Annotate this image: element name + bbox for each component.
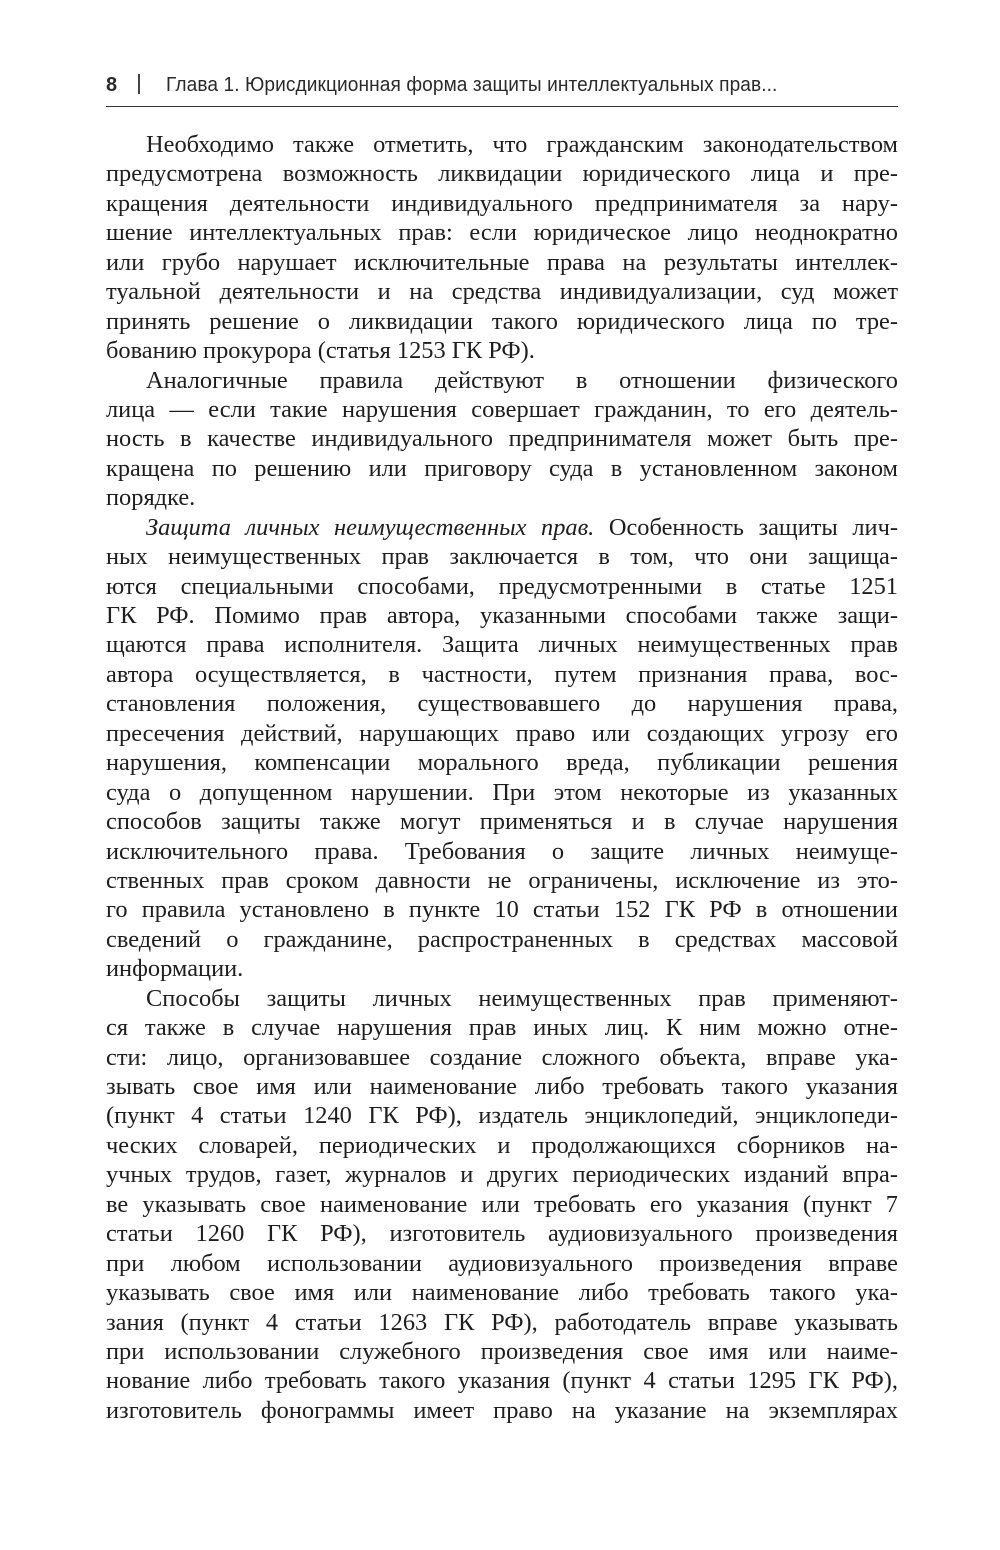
- paragraph: [106, 984, 898, 1426]
- text-line: ность в качестве индивидуального предпринимателя может быть пре-: [106, 425, 898, 453]
- text-line: при использовании служебного произведения свое имя или наиме-: [106, 1337, 898, 1365]
- text-line: становления положения, существовавшего до нарушения права,: [106, 690, 898, 718]
- paragraph: [106, 513, 898, 984]
- text-line: принять решение о ликвидации такого юридического лица по тре-: [106, 307, 898, 335]
- text-line: (пункт 4 статьи 1240 ГК РФ), издатель энциклопедий, энциклопеди-: [106, 1102, 898, 1130]
- text-line: бованию прокурора (статья 1253 ГК РФ).: [106, 337, 535, 365]
- text-line: или грубо нарушает исключительные права на результаты интеллек-: [106, 248, 898, 276]
- text-line: предусмотрена возможность ликвидации юридического лица и пре-: [106, 160, 898, 188]
- text-line: суда о допущенном нарушении. При этом некоторые из указанных: [106, 778, 898, 806]
- text-line: Способы защиты личных неимущественных прав применяют-: [146, 984, 898, 1012]
- text-line: зывать свое имя или наименование либо требовать такого указания: [106, 1073, 898, 1100]
- text-line: изготовитель фонограммы имеет право на указание на экземплярах: [106, 1396, 898, 1424]
- text-line: щаются права исполнителя. Защита личных неимущественных прав: [106, 631, 898, 659]
- page-number: 8: [106, 74, 118, 96]
- text-line: [106, 513, 898, 542]
- text-line: го правила установлено в пункте 10 статьи 152 ГК РФ в отношении: [106, 896, 898, 924]
- text-line: исключительного права. Требования о защите личных неимуще-: [106, 837, 898, 865]
- text-line: Аналогичные правила действуют в отношении физического: [146, 366, 898, 394]
- running-header: [106, 70, 898, 107]
- paragraph: [106, 366, 898, 513]
- text-line: зания (пункт 4 статьи 1263 ГК РФ), работодатель вправе указывать: [106, 1308, 898, 1336]
- text-line: нарушения, компенсации морального вреда, публикации решения: [106, 749, 898, 777]
- text-line: ческих словарей, периодических и продолжающихся сборников на-: [106, 1131, 898, 1159]
- text-line: порядке.: [106, 484, 196, 512]
- chapter-title: Глава 1. Юрисдикционная форма защиты интеллектуальных прав...: [166, 74, 778, 96]
- header-separator: [138, 74, 140, 94]
- text-line: сведений о гражданине, распространенных в средствах массовой: [106, 925, 898, 953]
- body-text: [106, 130, 898, 1425]
- text-line: сти: лицо, организовавшее создание сложного объекта, вправе ука-: [106, 1043, 898, 1071]
- text-line: статьи 1260 ГК РФ), изготовитель аудиовизуального произведения: [106, 1220, 898, 1248]
- italic-run-in-heading: Защита личных неимущественных прав.: [146, 513, 595, 541]
- text-line: способов защиты также могут применяться и в случае нарушения: [106, 808, 898, 836]
- text-line: нование либо требовать такого указания (пункт 4 статьи 1295 ГК РФ),: [106, 1367, 898, 1395]
- text-line: учных трудов, газет, журналов и других периодических изданий впра-: [106, 1161, 898, 1189]
- text-line: туальной деятельности и на средства индивидуализации, суд может: [106, 278, 898, 306]
- text-line: ственных прав сроком давности не ограничены, исключение из это-: [106, 866, 898, 894]
- text-line: пресечения действий, нарушающих право или создающих угрозу его: [106, 719, 898, 747]
- text-line: Необходимо также отметить, что гражданским законодательством: [146, 131, 898, 158]
- text-line: лица — если такие нарушения совершает гражданин, то его деятель-: [106, 395, 898, 423]
- text-line: ся также в случае нарушения прав иных лиц. К ним можно отне-: [106, 1014, 898, 1042]
- text-line: ГК РФ. Помимо прав автора, указанными способами также защи-: [106, 602, 898, 629]
- text-line: при любом использовании аудиовизуального произведения вправе: [106, 1249, 898, 1277]
- text-line: ных неимущественных прав заключается в том, что они защища-: [106, 543, 898, 571]
- text-line: кращения деятельности индивидуального предпринимателя за нару-: [106, 189, 898, 217]
- text-line: ве указывать свое наименование или требовать его указания (пункт 7: [106, 1190, 898, 1218]
- text-line: указывать свое имя или наименование либо требовать такого ука-: [106, 1279, 898, 1307]
- text-line: шение интеллектуальных прав: если юридическое лицо неоднократно: [106, 219, 898, 247]
- paragraph: [106, 130, 898, 366]
- text-line: информации.: [106, 955, 244, 983]
- text-run: Особенность защиты лич-: [594, 513, 898, 541]
- text-line: ются специальными способами, предусмотренными в статье 1251: [106, 572, 898, 600]
- text-line: автора осуществляется, в частности, путем признания права, вос-: [106, 660, 898, 688]
- text-line: кращена по решению или приговору суда в установленном законом: [106, 454, 898, 482]
